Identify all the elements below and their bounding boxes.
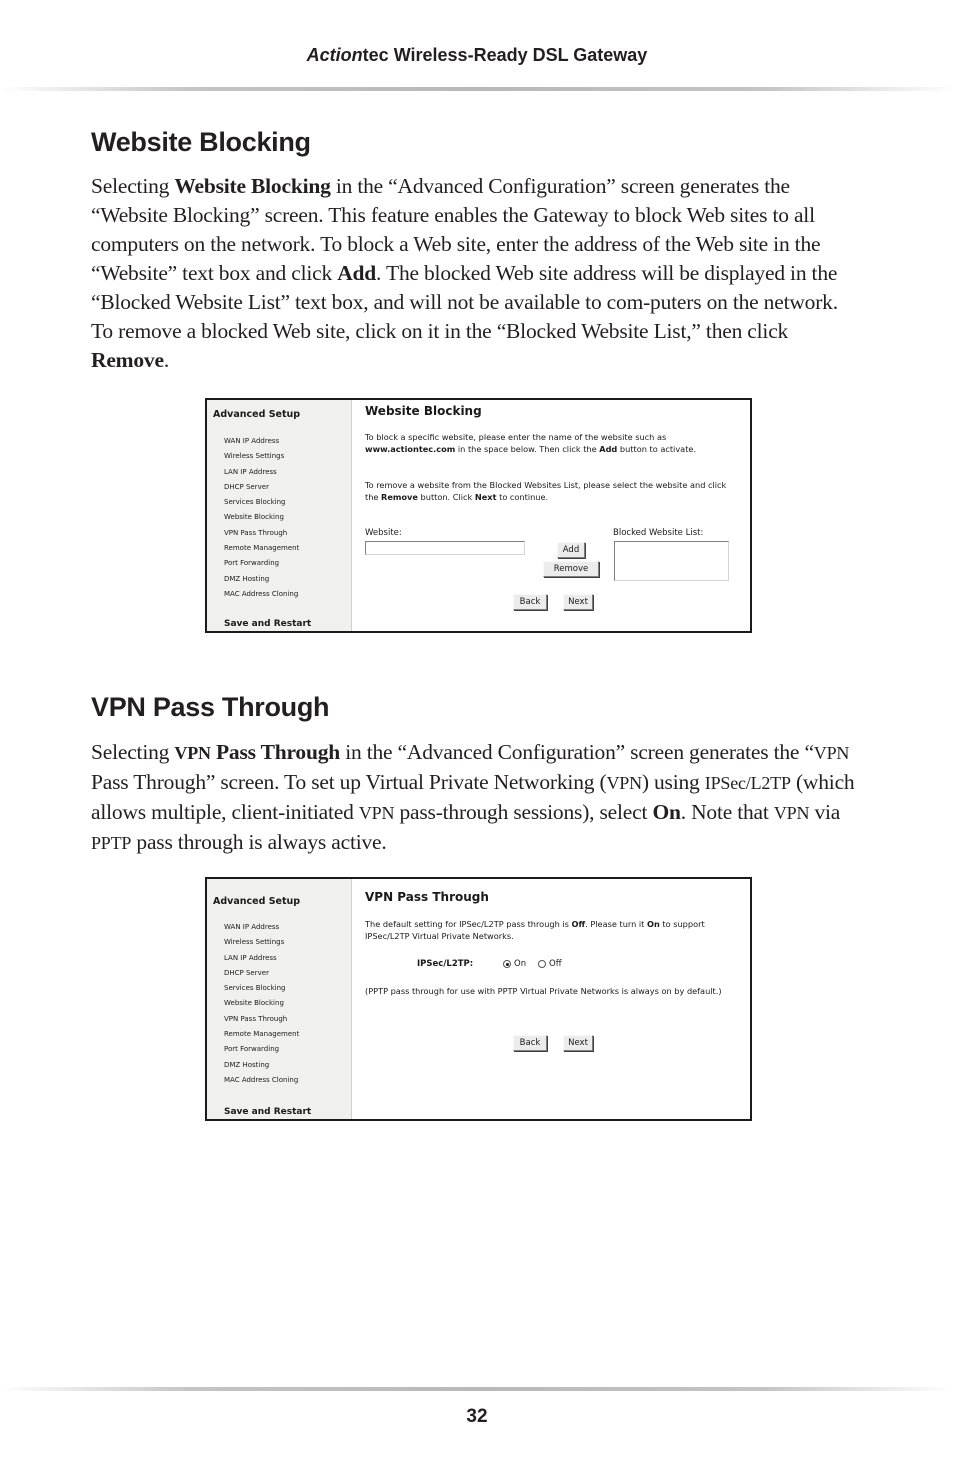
sidebar-item-vpn-pass-through[interactable]: VPN Pass Through <box>224 528 288 537</box>
paragraph-vpn-pass-through <box>91 738 861 858</box>
ipsec-off-radio[interactable] <box>538 960 546 968</box>
sidebar-item-website-blocking[interactable]: Website Blocking <box>224 999 284 1008</box>
save-and-restart-link[interactable]: Save and Restart <box>224 619 312 629</box>
smallcaps-run: VPN <box>606 773 642 793</box>
advanced-setup-sidebar <box>207 400 352 631</box>
text-run: to support IPSec/L2TP Virtual Private Networks. <box>365 919 705 941</box>
sidebar-item-services-blocking[interactable]: Services Blocking <box>224 498 286 507</box>
text-run: (which allows multiple, client-initiated <box>91 770 855 824</box>
sidebar-item-mac-address-cloning[interactable]: MAC Address Cloning <box>224 1075 299 1084</box>
panel-title: VPN Pass Through <box>365 890 489 904</box>
sidebar-item-wireless-settings[interactable]: Wireless Settings <box>224 938 285 947</box>
vpn-pass-through-screenshot <box>205 877 752 1121</box>
page-number: 32 <box>466 1406 488 1427</box>
ipsec-off-label: Off <box>549 959 562 969</box>
sidebar-item-lan-ip-address[interactable]: LAN IP Address <box>224 953 277 962</box>
bold-run: Pass Through <box>210 740 341 764</box>
website-blocking-panel <box>365 400 740 631</box>
website-input[interactable] <box>365 541 525 555</box>
bold-run: Next <box>474 491 497 502</box>
text-run: Selecting <box>91 174 175 198</box>
text-run: ) using <box>641 770 705 794</box>
back-button[interactable]: Back <box>513 594 547 610</box>
smallcaps-run: VPN <box>174 743 211 763</box>
sidebar-item-dmz-hosting[interactable]: DMZ Hosting <box>224 1060 270 1069</box>
pptp-note: (PPTP pass through for use with PPTP Virtual Private Networks is always on by default.) <box>365 986 722 996</box>
text-run: Pass Through” screen. To set up Virtual Private Networking ( <box>91 770 607 794</box>
text-run: . <box>163 348 170 372</box>
blocked-list-label: Blocked Website List: <box>613 528 704 538</box>
bold-run: On <box>647 919 660 929</box>
bold-run: Off <box>571 919 586 929</box>
sidebar-item-website-blocking[interactable]: Website Blocking <box>224 513 284 522</box>
text-run: . Note that <box>680 800 774 824</box>
sidebar-menu <box>224 434 299 602</box>
vpn-pass-through-panel <box>365 879 740 1119</box>
footer-rule <box>0 1387 954 1391</box>
sidebar-item-mac-address-cloning[interactable]: MAC Address Cloning <box>224 589 299 598</box>
sidebar-item-port-forwarding[interactable]: Port Forwarding <box>224 559 280 568</box>
paragraph-website-blocking <box>91 172 861 375</box>
text-run: in the “Advanced Configuration” screen generates the “Website Blocking” screen. This feature enables the Gateway to block Web sites to all computers on the network. To block a Web site, enter the address of the Web site in the “Website” text box and click <box>91 174 821 285</box>
bold-run: Remove <box>91 348 164 372</box>
sidebar-item-vpn-pass-through[interactable]: VPN Pass Through <box>224 1014 288 1023</box>
bold-run: www.actiontec.com <box>365 443 456 454</box>
header-rule <box>0 87 954 91</box>
sidebar-title: Advanced Setup <box>213 896 301 907</box>
panel-title: Website Blocking <box>365 404 482 418</box>
next-button[interactable]: Next <box>563 1035 593 1051</box>
running-header <box>0 45 954 66</box>
smallcaps-run: PPTP <box>91 833 132 853</box>
bold-run: Website Blocking <box>174 174 331 198</box>
text-run: pass through is always active. <box>131 830 387 854</box>
remove-button[interactable]: Remove <box>543 561 599 577</box>
website-label: Website: <box>365 528 402 538</box>
ipsec-on-radio[interactable] <box>503 960 511 968</box>
blocked-website-list[interactable] <box>614 541 729 581</box>
smallcaps-run: VPN <box>773 803 810 823</box>
sidebar-menu <box>224 920 299 1088</box>
section-heading-website-blocking: Website Blocking <box>91 127 311 157</box>
sidebar-item-remote-management[interactable]: Remote Management <box>224 544 300 553</box>
ipsec-label: IPSec/L2TP: <box>417 959 474 969</box>
text-run: pass-through sessions), select <box>394 800 653 824</box>
sidebar-item-dmz-hosting[interactable]: DMZ Hosting <box>224 574 270 583</box>
text-run: button. Click <box>417 491 475 502</box>
sidebar-item-wan-ip-address[interactable]: WAN IP Address <box>224 923 280 931</box>
smallcaps-run: VPN <box>358 803 395 823</box>
sidebar-item-dhcp-server[interactable]: DHCP Server <box>224 968 269 977</box>
bold-run: Add <box>599 443 618 454</box>
back-button[interactable]: Back <box>513 1035 547 1051</box>
text-run: To remove a website from the Blocked Websites List, please select the website and click the <box>365 480 727 502</box>
ipsec-on-label: On <box>514 959 527 969</box>
smallcaps-run: IPSec/L2TP <box>704 773 791 793</box>
sidebar-item-lan-ip-address[interactable]: LAN IP Address <box>224 467 277 476</box>
save-and-restart-link[interactable]: Save and Restart <box>224 1107 312 1117</box>
bold-run: Add <box>337 261 377 285</box>
instructions-remove <box>365 480 735 503</box>
sidebar-item-wan-ip-address[interactable]: WAN IP Address <box>224 437 280 445</box>
text-run: Selecting <box>91 740 175 764</box>
text-run: . Please turn it <box>585 919 647 929</box>
bold-run: On <box>652 800 681 824</box>
text-run: button to activate. <box>617 443 697 454</box>
text-run: in the “Advanced Configuration” screen generates the “ <box>340 740 814 764</box>
add-button[interactable]: Add <box>557 542 585 558</box>
text-run: to continue. <box>496 491 549 502</box>
bold-run <box>174 740 340 764</box>
text-run: To block a specific website, please enter the name of the website such as <box>365 432 667 442</box>
sidebar-item-dhcp-server[interactable]: DHCP Server <box>224 482 269 491</box>
advanced-setup-sidebar <box>207 879 352 1119</box>
bold-run: Remove <box>381 491 418 502</box>
sidebar-item-services-blocking[interactable]: Services Blocking <box>224 984 286 993</box>
sidebar-title: Advanced Setup <box>213 409 301 420</box>
smallcaps-run: VPN <box>813 743 850 763</box>
next-button[interactable]: Next <box>563 594 593 610</box>
text-run: . The blocked Web site address will be displayed in the “Blocked Website List” text box, and will not be available to com-puters on the network. To remove a blocked Web site, click on it in the “Blocked Website List,” then click <box>91 261 838 343</box>
brand-italic: Action <box>306 45 363 65</box>
website-blocking-screenshot <box>205 398 752 633</box>
text-run: via <box>809 800 841 824</box>
text-run: The default setting for IPSec/L2TP pass through is <box>365 919 572 929</box>
sidebar-item-wireless-settings[interactable]: Wireless Settings <box>224 452 285 461</box>
sidebar-item-port-forwarding[interactable]: Port Forwarding <box>224 1045 280 1054</box>
sidebar-item-remote-management[interactable]: Remote Management <box>224 1030 300 1039</box>
text-run: in the space below. Then click the <box>455 443 600 454</box>
brand-rest: tec Wireless-Ready DSL Gateway <box>362 45 648 65</box>
section-heading-vpn-pass-through: VPN Pass Through <box>91 692 330 722</box>
instructions-add <box>365 432 735 455</box>
instructions-ipsec <box>365 919 735 942</box>
